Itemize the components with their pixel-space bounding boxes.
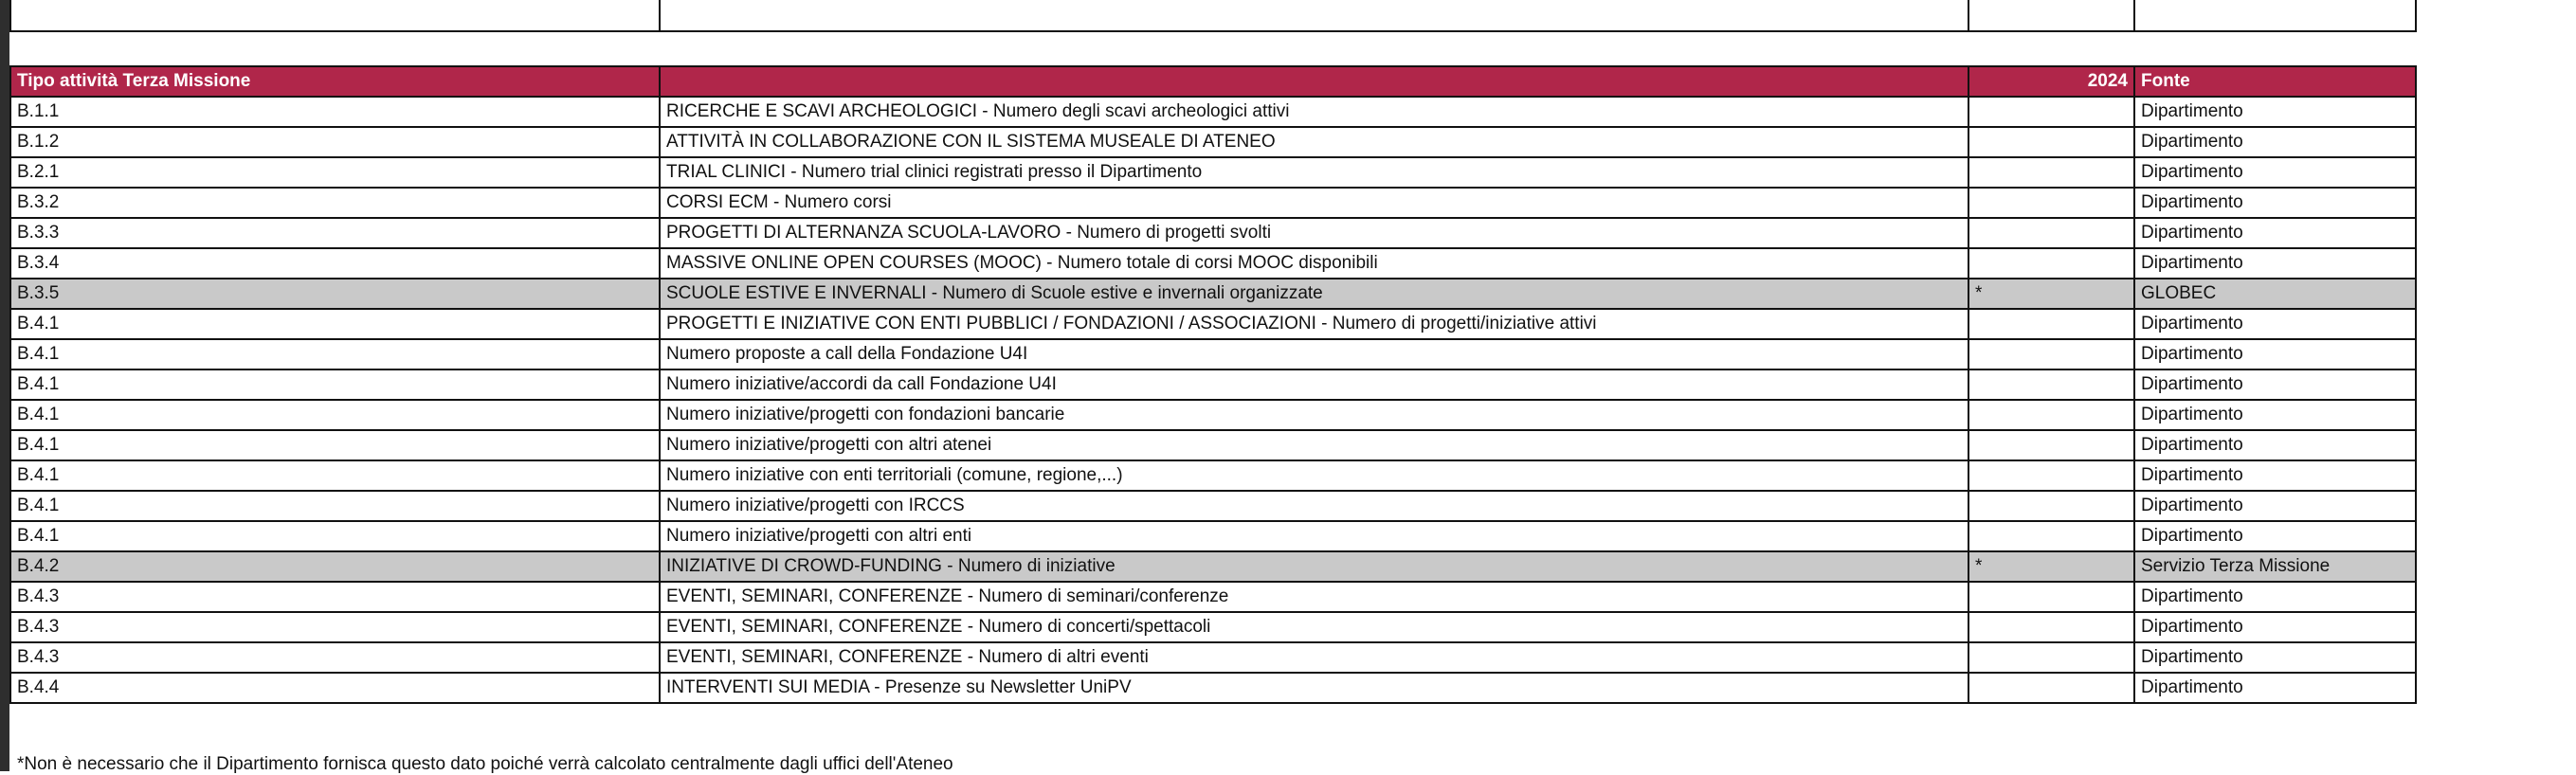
table-row: [10, 460, 2416, 491]
cell-description[interactable]: SCUOLE ESTIVE E INVERNALI - Numero di Scuole estive e invernali organizzate: [660, 279, 1968, 309]
table-row: [10, 673, 2416, 703]
cell-value[interactable]: [1968, 582, 2134, 612]
cell-code[interactable]: B.4.1: [10, 400, 660, 430]
header-tipo-attivita[interactable]: Tipo attività Terza Missione: [10, 66, 660, 97]
cell-value[interactable]: [1968, 521, 2134, 551]
cell-source[interactable]: Dipartimento: [2134, 521, 2416, 551]
terza-missione-table: [9, 0, 2417, 704]
table-row: [10, 248, 2416, 279]
cell-code[interactable]: B.4.1: [10, 339, 660, 369]
cell-code[interactable]: B.4.4: [10, 673, 660, 703]
table-row: [10, 642, 2416, 673]
header-fonte[interactable]: Fonte: [2134, 66, 2416, 97]
cell-code[interactable]: B.3.2: [10, 188, 660, 218]
cell-code[interactable]: B.4.3: [10, 642, 660, 673]
cell-source[interactable]: Dipartimento: [2134, 673, 2416, 703]
cell-source[interactable]: Dipartimento: [2134, 491, 2416, 521]
table-row: [10, 491, 2416, 521]
cell-value[interactable]: [1968, 339, 2134, 369]
cell[interactable]: [2134, 0, 2416, 31]
table-row: [10, 339, 2416, 369]
cell-source[interactable]: GLOBEC: [2134, 279, 2416, 309]
cell-source[interactable]: Dipartimento: [2134, 248, 2416, 279]
cell-source[interactable]: Dipartimento: [2134, 460, 2416, 491]
cell-code[interactable]: B.4.1: [10, 369, 660, 400]
cell-code[interactable]: B.4.1: [10, 460, 660, 491]
cell-value[interactable]: [1968, 673, 2134, 703]
table-row: [10, 309, 2416, 339]
cell-value[interactable]: [1968, 157, 2134, 188]
cell-value[interactable]: [1968, 460, 2134, 491]
cell-description[interactable]: Numero proposte a call della Fondazione U4I: [660, 339, 1968, 369]
cell-code[interactable]: B.4.2: [10, 551, 660, 582]
cell-description[interactable]: INTERVENTI SUI MEDIA - Presenze su Newsletter UniPV: [660, 673, 1968, 703]
cell-source[interactable]: Dipartimento: [2134, 369, 2416, 400]
cell-source[interactable]: Dipartimento: [2134, 157, 2416, 188]
table-row: [10, 97, 2416, 127]
cell-description[interactable]: RICERCHE E SCAVI ARCHEOLOGICI - Numero degli scavi archeologici attivi: [660, 97, 1968, 127]
cell-code[interactable]: B.4.1: [10, 491, 660, 521]
table-row: [10, 279, 2416, 309]
table-row: [10, 127, 2416, 157]
cell-source[interactable]: Dipartimento: [2134, 339, 2416, 369]
cell[interactable]: [2134, 31, 2416, 66]
table-row: [10, 0, 2416, 31]
cell-description[interactable]: MASSIVE ONLINE OPEN COURSES (MOOC) - Numero totale di corsi MOOC disponibili: [660, 248, 1968, 279]
cell-code[interactable]: B.1.1: [10, 97, 660, 127]
cell-code[interactable]: B.2.1: [10, 157, 660, 188]
cell-value[interactable]: *: [1968, 551, 2134, 582]
cell[interactable]: [660, 31, 1968, 66]
cell-value[interactable]: [1968, 642, 2134, 673]
spreadsheet: [9, 0, 2417, 704]
cell-code[interactable]: B.3.4: [10, 248, 660, 279]
cell-description[interactable]: PROGETTI E INIZIATIVE CON ENTI PUBBLICI / FONDAZIONI / ASSOCIAZIONI - Numero di progetti/iniziative attivi: [660, 309, 1968, 339]
table-row: [10, 551, 2416, 582]
cell-value[interactable]: [1968, 612, 2134, 642]
cell-source[interactable]: Dipartimento: [2134, 642, 2416, 673]
table-header-row: [10, 66, 2416, 97]
cell-description[interactable]: ATTIVITÀ IN COLLABORAZIONE CON IL SISTEMA MUSEALE DI ATENEO: [660, 127, 1968, 157]
cell[interactable]: [10, 31, 660, 66]
cell-description[interactable]: EVENTI, SEMINARI, CONFERENZE - Numero di seminari/conferenze: [660, 582, 1968, 612]
cell[interactable]: [1968, 0, 2134, 31]
cell-code[interactable]: B.4.3: [10, 612, 660, 642]
table-row: [10, 400, 2416, 430]
cell-code[interactable]: B.4.1: [10, 521, 660, 551]
cell-value[interactable]: [1968, 491, 2134, 521]
cell-source[interactable]: Dipartimento: [2134, 400, 2416, 430]
footnote: *Non è necessario che il Dipartimento fornisca questo dato poiché verrà calcolato centralmente dagli uffici dell'Ateneo: [17, 754, 953, 774]
cell-value[interactable]: [1968, 127, 2134, 157]
cell-source[interactable]: Dipartimento: [2134, 309, 2416, 339]
cell-code[interactable]: B.4.1: [10, 309, 660, 339]
cell-code[interactable]: B.3.5: [10, 279, 660, 309]
cell[interactable]: [660, 0, 1968, 31]
cell[interactable]: [1968, 31, 2134, 66]
cell-source[interactable]: Dipartimento: [2134, 582, 2416, 612]
table-row: [10, 521, 2416, 551]
cell-value[interactable]: [1968, 309, 2134, 339]
cell-description[interactable]: Numero iniziative/progetti con fondazioni bancarie: [660, 400, 1968, 430]
cell-value[interactable]: *: [1968, 279, 2134, 309]
cell-source[interactable]: Dipartimento: [2134, 127, 2416, 157]
row-header-strip: [0, 0, 9, 771]
cell-description[interactable]: Numero iniziative/progetti con altri atenei: [660, 430, 1968, 460]
cell-code[interactable]: B.4.3: [10, 582, 660, 612]
table-row: [10, 218, 2416, 248]
cell-description[interactable]: Numero iniziative/progetti con IRCCS: [660, 491, 1968, 521]
cell-description[interactable]: INIZIATIVE DI CROWD-FUNDING - Numero di iniziative: [660, 551, 1968, 582]
cell-source[interactable]: Dipartimento: [2134, 188, 2416, 218]
cell-source[interactable]: Dipartimento: [2134, 218, 2416, 248]
cell-description[interactable]: EVENTI, SEMINARI, CONFERENZE - Numero di concerti/spettacoli: [660, 612, 1968, 642]
cell-value[interactable]: [1968, 400, 2134, 430]
cell-source[interactable]: Dipartimento: [2134, 430, 2416, 460]
cell-source[interactable]: Dipartimento: [2134, 97, 2416, 127]
table-row: [10, 582, 2416, 612]
cell-description[interactable]: Numero iniziative con enti territoriali (comune, regione,...): [660, 460, 1968, 491]
table-row: [10, 612, 2416, 642]
cell-value[interactable]: [1968, 430, 2134, 460]
cell-value[interactable]: [1968, 97, 2134, 127]
table-row: [10, 157, 2416, 188]
table-row: [10, 369, 2416, 400]
cell-description[interactable]: PROGETTI DI ALTERNANZA SCUOLA-LAVORO - Numero di progetti svolti: [660, 218, 1968, 248]
cell-description[interactable]: CORSI ECM - Numero corsi: [660, 188, 1968, 218]
cell-description[interactable]: EVENTI, SEMINARI, CONFERENZE - Numero di altri eventi: [660, 642, 1968, 673]
cell-source[interactable]: Dipartimento: [2134, 612, 2416, 642]
cell-description[interactable]: Numero iniziative/accordi da call Fondazione U4I: [660, 369, 1968, 400]
cell-code[interactable]: B.1.2: [10, 127, 660, 157]
table-row: [10, 188, 2416, 218]
header-description[interactable]: [660, 66, 1968, 97]
cell-description[interactable]: Numero iniziative/progetti con altri enti: [660, 521, 1968, 551]
header-year[interactable]: 2024: [1968, 66, 2134, 97]
cell-code[interactable]: B.4.1: [10, 430, 660, 460]
cell-description[interactable]: TRIAL CLINICI - Numero trial clinici registrati presso il Dipartimento: [660, 157, 1968, 188]
cell[interactable]: [10, 0, 660, 31]
table-row: [10, 430, 2416, 460]
empty-row: [10, 31, 2416, 66]
cell-code[interactable]: B.3.3: [10, 218, 660, 248]
cell-value[interactable]: [1968, 369, 2134, 400]
cell-value[interactable]: [1968, 248, 2134, 279]
cell-value[interactable]: [1968, 218, 2134, 248]
cell-source[interactable]: Servizio Terza Missione: [2134, 551, 2416, 582]
cell-value[interactable]: [1968, 188, 2134, 218]
